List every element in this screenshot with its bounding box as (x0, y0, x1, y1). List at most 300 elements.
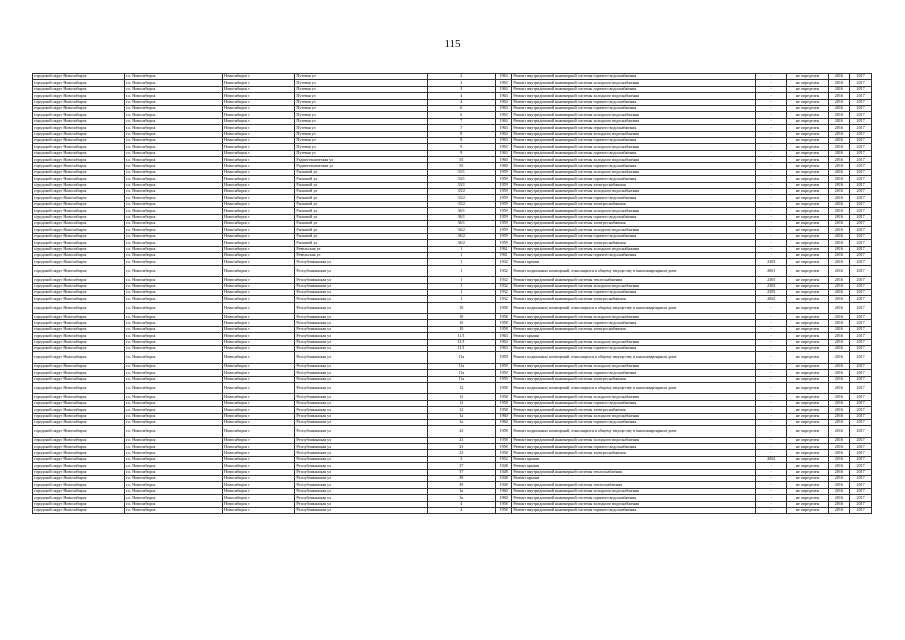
col-cost: не определен (787, 112, 828, 118)
col-work: Ремонт внутридомовой инженерной системы холодного водоснабжения (512, 169, 756, 175)
col-year: 1963 (495, 74, 512, 80)
col-work: Ремонт внутридомовой инженерной системы холодного водоснабжения (512, 93, 756, 99)
col-year-to: 2017 (850, 376, 872, 382)
col-city: г.о. Новосибирск (124, 413, 222, 419)
col-house: 55 (427, 163, 495, 169)
col-year-from: 2016 (828, 99, 850, 105)
col-area: 2305 (756, 289, 787, 295)
col-settlement: Новосибирск г (223, 240, 295, 246)
col-city: г.о. Новосибирск (124, 259, 222, 265)
col-year-to: 2017 (850, 488, 872, 494)
col-work: Ремонт внутридомовой инженерной системы горячего водоснабжения (512, 508, 756, 514)
col-settlement: Новосибирск г (223, 86, 295, 92)
col-settlement: Новосибирск г (223, 413, 295, 419)
col-year-from: 2016 (828, 240, 850, 246)
col-street: Путевая ул (295, 105, 427, 111)
col-settlement: Новосибирск г (223, 437, 295, 443)
col-house: 1 (427, 283, 495, 289)
col-year: 1958 (495, 302, 512, 313)
col-year: 1963 (495, 346, 512, 352)
col-year-to: 2017 (850, 201, 872, 207)
col-street: Республиканская ул (295, 495, 427, 501)
col-house: 39 (427, 482, 495, 488)
col-work: Ремонт внутридомовой инженерной системы холодного водоснабжения (512, 227, 756, 233)
col-year: 1958 (495, 382, 512, 393)
col-settlement: Новосибирск г (223, 394, 295, 400)
col-city: г.о. Новосибирск (124, 363, 222, 369)
col-year: 1960 (495, 163, 512, 169)
col-year-to: 2017 (850, 320, 872, 326)
col-work: Ремонт внутридомовой инженерной системы электроснабжения (512, 296, 756, 302)
col-work: Ремонт внутридомовой инженерной системы горячего водоснабжения (512, 419, 756, 425)
col-cost: не определен (787, 320, 828, 326)
col-cost: не определен (787, 476, 828, 482)
col-settlement: Новосибирск г (223, 302, 295, 313)
col-year-to: 2017 (850, 508, 872, 514)
col-year: 1932 (495, 283, 512, 289)
col-year-from: 2016 (828, 320, 850, 326)
col-year-from: 2016 (828, 469, 850, 475)
col-work: Ремонт внутридомовой инженерной системы горячего водоснабжения (512, 125, 756, 131)
col-street: Республиканская ул (295, 482, 427, 488)
col-city: г.о. Новосибирск (124, 176, 222, 182)
col-street: Республиканская ул (295, 426, 427, 437)
col-work: Ремонт внутридомовой инженерной системы холодного водоснабжения (512, 144, 756, 150)
col-city: г.о. Новосибирск (124, 346, 222, 352)
col-year: 1960 (495, 413, 512, 419)
col-area: - (756, 189, 787, 195)
col-year: 1963 (495, 131, 512, 137)
col-street: Путевая ул (295, 112, 427, 118)
col-year-to: 2017 (850, 246, 872, 252)
col-year-to: 2017 (850, 99, 872, 105)
col-year-from: 2016 (828, 407, 850, 413)
col-city: г.о. Новосибирск (124, 400, 222, 406)
col-year: 1958 (495, 501, 512, 507)
col-area: - (756, 125, 787, 131)
col-area: - (756, 118, 787, 124)
col-work: Ремонт крыши (512, 333, 756, 339)
col-cost: не определен (787, 265, 828, 276)
col-okrug: городской округ Новосибирск (33, 176, 125, 182)
col-house: 33/1 (427, 169, 495, 175)
col-cost: не определен (787, 240, 828, 246)
col-street: Расковой ул (295, 201, 427, 207)
col-city: г.о. Новосибирск (124, 201, 222, 207)
col-work: Ремонт внутридомовой инженерной системы горячего водоснабжения (512, 289, 756, 295)
col-settlement: Новосибирск г (223, 105, 295, 111)
col-house: 1 (427, 252, 495, 258)
col-okrug: городской округ Новосибирск (33, 182, 125, 188)
col-year: 1959 (495, 169, 512, 175)
col-work: Ремонт внутридомовой инженерной системы холодного водоснабжения (512, 283, 756, 289)
col-year-to: 2017 (850, 382, 872, 393)
col-year: 1960 (495, 157, 512, 163)
col-cost: не определен (787, 208, 828, 214)
col-house: 10 (427, 326, 495, 332)
col-cost: не определен (787, 118, 828, 124)
col-cost: не определен (787, 86, 828, 92)
col-cost: не определен (787, 437, 828, 443)
col-work: Ремонт внутридомовой инженерной системы холодного водоснабжения (512, 394, 756, 400)
col-street: Путевая ул (295, 74, 427, 80)
col-cost: не определен (787, 214, 828, 220)
col-street: Расковой ул (295, 182, 427, 188)
col-street: Республиканская ул (295, 314, 427, 320)
col-street: Расковой ул (295, 220, 427, 226)
col-area: - (756, 346, 787, 352)
col-year-to: 2017 (850, 469, 872, 475)
col-area: - (756, 169, 787, 175)
col-year: 1958 (495, 326, 512, 332)
col-okrug: городской округ Новосибирск (33, 476, 125, 482)
col-cost: не определен (787, 201, 828, 207)
col-city: г.о. Новосибирск (124, 488, 222, 494)
col-house: 33/2 (427, 189, 495, 195)
col-year-from: 2016 (828, 400, 850, 406)
col-city: г.о. Новосибирск (124, 233, 222, 239)
col-house: 12 (427, 382, 495, 393)
col-city: г.о. Новосибирск (124, 469, 222, 475)
col-house: 36/1 (427, 208, 495, 214)
col-year-to: 2017 (850, 419, 872, 425)
col-settlement: Новосибирск г (223, 176, 295, 182)
col-house: 23 (427, 450, 495, 456)
col-settlement: Новосибирск г (223, 246, 295, 252)
col-house: 8 (427, 137, 495, 143)
col-year-from: 2016 (828, 208, 850, 214)
col-house: 12 (427, 394, 495, 400)
col-house: 1 (427, 289, 495, 295)
col-area: - (756, 157, 787, 163)
col-city: г.о. Новосибирск (124, 163, 222, 169)
col-street: Путевая ул (295, 150, 427, 156)
col-okrug: городской округ Новосибирск (33, 302, 125, 313)
col-year-from: 2016 (828, 363, 850, 369)
col-street: Республиканская ул (295, 302, 427, 313)
col-cost: не определен (787, 302, 828, 313)
col-year-to: 2017 (850, 144, 872, 150)
col-cost: не определен (787, 169, 828, 175)
col-area: - (756, 227, 787, 233)
col-okrug: городской округ Новосибирск (33, 283, 125, 289)
col-street: Расковой ул (295, 169, 427, 175)
col-year-from: 2016 (828, 137, 850, 143)
col-year: 1958 (495, 450, 512, 456)
col-area: - (756, 407, 787, 413)
col-city: г.о. Новосибирск (124, 456, 222, 462)
col-cost: не определен (787, 176, 828, 182)
col-area: - (756, 233, 787, 239)
col-year: 1963 (495, 86, 512, 92)
col-city: г.о. Новосибирск (124, 289, 222, 295)
col-okrug: городской округ Новосибирск (33, 444, 125, 450)
col-settlement: Новосибирск г (223, 363, 295, 369)
col-year-from: 2016 (828, 339, 850, 345)
col-year-to: 2017 (850, 407, 872, 413)
col-cost: не определен (787, 314, 828, 320)
col-city: г.о. Новосибирск (124, 326, 222, 332)
col-year-from: 2016 (828, 508, 850, 514)
col-settlement: Новосибирск г (223, 476, 295, 482)
col-year-from: 2016 (828, 352, 850, 363)
col-area: - (756, 74, 787, 80)
col-cost: не определен (787, 296, 828, 302)
col-cost: не определен (787, 227, 828, 233)
col-area: - (756, 220, 787, 226)
col-settlement: Новосибирск г (223, 157, 295, 163)
col-cost: не определен (787, 469, 828, 475)
col-year: 1960 (495, 419, 512, 425)
col-okrug: городской округ Новосибирск (33, 265, 125, 276)
col-year-to: 2017 (850, 195, 872, 201)
col-okrug: городской округ Новосибирск (33, 370, 125, 376)
col-street: Республиканская ул (295, 437, 427, 443)
col-house: 1 (427, 265, 495, 276)
col-year-from: 2016 (828, 277, 850, 283)
col-street: Расковой ул (295, 208, 427, 214)
col-area: - (756, 182, 787, 188)
col-year-to: 2017 (850, 118, 872, 124)
col-street: Республиканская ул (295, 376, 427, 382)
col-house: 1 (427, 246, 495, 252)
col-year-to: 2017 (850, 463, 872, 469)
col-year-to: 2017 (850, 157, 872, 163)
col-work: Ремонт внутридомовой инженерной системы холодного водоснабжения (512, 437, 756, 443)
col-settlement: Новосибирск г (223, 419, 295, 425)
col-okrug: городской округ Новосибирск (33, 394, 125, 400)
col-city: г.о. Новосибирск (124, 394, 222, 400)
col-okrug: городской округ Новосибирск (33, 112, 125, 118)
col-year-from: 2016 (828, 195, 850, 201)
col-city: г.о. Новосибирск (124, 407, 222, 413)
col-city: г.о. Новосибирск (124, 463, 222, 469)
col-okrug: городской округ Новосибирск (33, 495, 125, 501)
col-year: 1959 (495, 363, 512, 369)
col-house: 55 (427, 157, 495, 163)
col-street: Республиканская ул (295, 259, 427, 265)
col-city: г.о. Новосибирск (124, 80, 222, 86)
col-cost: не определен (787, 131, 828, 137)
col-year: 1960 (495, 488, 512, 494)
col-year: 1959 (495, 176, 512, 182)
col-area: - (756, 413, 787, 419)
col-city: г.о. Новосибирск (124, 105, 222, 111)
col-house: 23 (427, 426, 495, 437)
col-work: Ремонт внутридомовой инженерной системы горячего водоснабжения (512, 99, 756, 105)
col-work: Ремонт внутридомовой инженерной системы электроснабжения (512, 182, 756, 188)
col-house: 11а (427, 370, 495, 376)
col-year: 1963 (495, 125, 512, 131)
col-work: Ремонт внутридомовой инженерной системы теплоснабжения (512, 469, 756, 475)
col-okrug: городской округ Новосибирск (33, 450, 125, 456)
col-okrug: городской округ Новосибирск (33, 289, 125, 295)
col-city: г.о. Новосибирск (124, 370, 222, 376)
col-street: Республиканская ул (295, 456, 427, 462)
col-year-from: 2016 (828, 463, 850, 469)
col-okrug: городской округ Новосибирск (33, 86, 125, 92)
col-street: Республиканская ул (295, 407, 427, 413)
col-house: 4 (427, 99, 495, 105)
col-work: Ремонт внутридомовой инженерной системы холодного водоснабжения (512, 112, 756, 118)
col-settlement: Новосибирск г (223, 296, 295, 302)
col-year: 1963 (495, 118, 512, 124)
col-street: Расковой ул (295, 233, 427, 239)
col-settlement: Новосибирск г (223, 289, 295, 295)
col-year-to: 2017 (850, 283, 872, 289)
col-year: 1948 (495, 482, 512, 488)
col-house: 1 (427, 296, 495, 302)
col-year: 1959 (495, 227, 512, 233)
col-settlement: Новосибирск г (223, 182, 295, 188)
col-area: - (756, 352, 787, 363)
col-street: Республиканская ул (295, 296, 427, 302)
col-city: г.о. Новосибирск (124, 314, 222, 320)
col-settlement: Новосибирск г (223, 376, 295, 382)
col-year: 1960 (495, 495, 512, 501)
col-year-to: 2017 (850, 233, 872, 239)
col-year-to: 2017 (850, 259, 872, 265)
col-house: 3а (427, 495, 495, 501)
col-year-from: 2016 (828, 80, 850, 86)
col-okrug: городской округ Новосибирск (33, 131, 125, 137)
col-area: 2061 (756, 265, 787, 276)
col-area: 2002 (756, 456, 787, 462)
col-work: Ремонт внутридомовой инженерной системы горячего водоснабжения (512, 137, 756, 143)
col-settlement: Новосибирск г (223, 277, 295, 283)
col-street: Республиканская ул (295, 394, 427, 400)
col-street: Расковой ул (295, 189, 427, 195)
col-year-from: 2016 (828, 413, 850, 419)
col-okrug: городской округ Новосибирск (33, 456, 125, 462)
col-okrug: городской округ Новосибирск (33, 93, 125, 99)
col-house: 4 (427, 508, 495, 514)
col-year-to: 2017 (850, 476, 872, 482)
col-cost: не определен (787, 277, 828, 283)
col-house: 33/2 (427, 201, 495, 207)
col-okrug: городской округ Новосибирск (33, 463, 125, 469)
col-city: г.о. Новосибирск (124, 419, 222, 425)
col-street: Расковой ул (295, 176, 427, 182)
col-cost: не определен (787, 333, 828, 339)
col-year-from: 2016 (828, 314, 850, 320)
col-year-from: 2016 (828, 176, 850, 182)
col-year-from: 2016 (828, 131, 850, 137)
col-area: - (756, 246, 787, 252)
col-city: г.о. Новосибирск (124, 382, 222, 393)
col-street: Республиканская ул (295, 339, 427, 345)
col-year-to: 2017 (850, 220, 872, 226)
col-settlement: Новосибирск г (223, 488, 295, 494)
col-city: г.о. Новосибирск (124, 131, 222, 137)
col-cost: не определен (787, 394, 828, 400)
col-work: Ремонт крыши (512, 456, 756, 462)
col-area: - (756, 376, 787, 382)
col-year-from: 2016 (828, 118, 850, 124)
col-city: г.о. Новосибирск (124, 195, 222, 201)
col-area: - (756, 426, 787, 437)
col-settlement: Новосибирск г (223, 469, 295, 475)
col-cost: не определен (787, 382, 828, 393)
col-street: Путевая ул (295, 99, 427, 105)
col-work: Ремонт внутридомовой инженерной системы горячего водоснабжения (512, 370, 756, 376)
col-house: 10 (427, 320, 495, 326)
col-year-from: 2016 (828, 426, 850, 437)
col-year: 1958 (495, 314, 512, 320)
col-city: г.о. Новосибирск (124, 333, 222, 339)
col-settlement: Новосибирск г (223, 450, 295, 456)
col-cost: не определен (787, 93, 828, 99)
col-year: 1959 (495, 189, 512, 195)
col-cost: не определен (787, 495, 828, 501)
col-street: Республиканская ул (295, 413, 427, 419)
col-city: г.о. Новосибирск (124, 339, 222, 345)
col-cost: не определен (787, 80, 828, 86)
col-city: г.о. Новосибирск (124, 86, 222, 92)
col-year-from: 2016 (828, 382, 850, 393)
col-area: - (756, 163, 787, 169)
col-year-from: 2016 (828, 227, 850, 233)
table-row (33, 352, 872, 363)
col-area: - (756, 99, 787, 105)
col-city: г.о. Новосибирск (124, 508, 222, 514)
col-house: 11/1 (427, 333, 495, 339)
col-year: 1963 (495, 137, 512, 143)
col-year-from: 2016 (828, 182, 850, 188)
col-work: Ремонт внутридомовой инженерной системы электроснабжения (512, 240, 756, 246)
col-work: Ремонт крыши (512, 476, 756, 482)
col-work: Ремонт внутридомовой инженерной системы электроснабжения (512, 407, 756, 413)
col-house: 39 (427, 476, 495, 482)
col-area: - (756, 80, 787, 86)
col-year: 1959 (495, 233, 512, 239)
col-work: Ремонт подвальных помещений, относящихся к общему имуществу в многоквартирном доме (512, 426, 756, 437)
col-okrug: городской округ Новосибирск (33, 508, 125, 514)
col-street: Путевая ул (295, 137, 427, 143)
col-okrug: городской округ Новосибирск (33, 189, 125, 195)
col-year-to: 2017 (850, 482, 872, 488)
col-year: 1932 (495, 265, 512, 276)
col-street: Расковой ул (295, 195, 427, 201)
col-settlement: Новосибирск г (223, 80, 295, 86)
col-year-from: 2016 (828, 456, 850, 462)
col-year-to: 2017 (850, 227, 872, 233)
col-year-to: 2017 (850, 314, 872, 320)
col-city: г.о. Новосибирск (124, 352, 222, 363)
col-work: Ремонт внутридомовой инженерной системы холодного водоснабжения (512, 189, 756, 195)
col-house: 3 (427, 456, 495, 462)
col-settlement: Новосибирск г (223, 265, 295, 276)
col-cost: не определен (787, 252, 828, 258)
col-cost: не определен (787, 463, 828, 469)
col-okrug: городской округ Новосибирск (33, 105, 125, 111)
table-row (33, 508, 872, 514)
col-okrug: городской округ Новосибирск (33, 413, 125, 419)
col-work: Ремонт внутридомовой инженерной системы горячего водоснабжения (512, 252, 756, 258)
col-street: Республиканская ул (295, 352, 427, 363)
col-house: 33/2 (427, 195, 495, 201)
col-house: 23 (427, 444, 495, 450)
col-okrug: городской округ Новосибирск (33, 144, 125, 150)
col-year: 1961 (495, 246, 512, 252)
col-work: Ремонт внутридомовой инженерной системы горячего водоснабжения (512, 163, 756, 169)
col-okrug: городской округ Новосибирск (33, 220, 125, 226)
col-work: Ремонт внутридомовой инженерной системы теплоснабжения (512, 482, 756, 488)
col-year: 1948 (495, 463, 512, 469)
col-house: 36/1 (427, 220, 495, 226)
col-cost: не определен (787, 363, 828, 369)
col-year-to: 2017 (850, 169, 872, 175)
